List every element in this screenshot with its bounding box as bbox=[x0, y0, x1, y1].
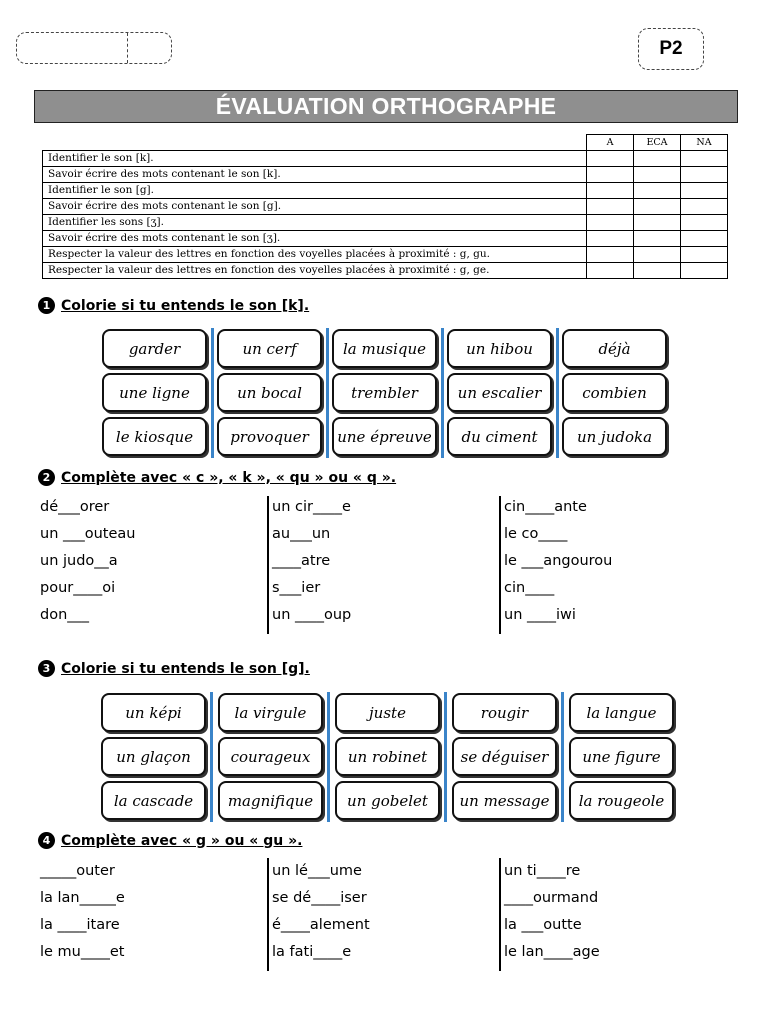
mark-cell[interactable] bbox=[681, 167, 728, 183]
mark-cell[interactable] bbox=[587, 183, 634, 199]
mark-cell[interactable] bbox=[634, 215, 681, 231]
fill-item[interactable]: un ____iwi bbox=[504, 607, 576, 623]
criterion-text: Identifier le son [k]. bbox=[43, 151, 587, 167]
criterion-text: Savoir écrire des mots contenant le son [k]. bbox=[43, 167, 587, 183]
mark-cell[interactable] bbox=[634, 263, 681, 279]
word-card[interactable]: un hibou bbox=[447, 329, 552, 368]
ex4-number-badge: 4 bbox=[38, 832, 55, 849]
criterion-text: Savoir écrire des mots contenant le son [g]. bbox=[43, 199, 587, 215]
mark-cell[interactable] bbox=[587, 167, 634, 183]
mark-cell[interactable] bbox=[587, 231, 634, 247]
column-divider bbox=[499, 858, 501, 971]
criteria-row bbox=[43, 215, 728, 231]
mark-cell[interactable] bbox=[681, 183, 728, 199]
fill-item[interactable]: _____outer bbox=[40, 863, 115, 879]
ex1-number-badge: 1 bbox=[38, 297, 55, 314]
word-card[interactable]: trembler bbox=[332, 373, 437, 412]
name-box-divider bbox=[127, 33, 128, 63]
fill-item[interactable]: un judo__a bbox=[40, 553, 118, 569]
criteria-header-row bbox=[43, 135, 728, 151]
fill-item[interactable]: un ____oup bbox=[272, 607, 352, 623]
fill-item[interactable]: au___un bbox=[272, 526, 331, 542]
fill-item[interactable]: se dé____iser bbox=[272, 890, 367, 906]
fill-item[interactable]: la fati____e bbox=[272, 944, 352, 960]
mark-cell[interactable] bbox=[634, 167, 681, 183]
mark-cell[interactable] bbox=[634, 199, 681, 215]
column-divider bbox=[267, 496, 269, 634]
mark-cell[interactable] bbox=[634, 247, 681, 263]
ex1-instruction: Colorie si tu entends le son [k]. bbox=[61, 297, 310, 314]
ex2-heading bbox=[38, 469, 396, 486]
mark-cell[interactable] bbox=[634, 231, 681, 247]
word-card[interactable]: un robinet bbox=[335, 737, 440, 776]
word-card[interactable]: un képi bbox=[101, 693, 206, 732]
mark-cell[interactable] bbox=[587, 247, 634, 263]
fill-item[interactable]: s___ier bbox=[272, 580, 321, 596]
fill-item[interactable]: un ti____re bbox=[504, 863, 581, 879]
word-card[interactable]: rougir bbox=[452, 693, 557, 732]
criteria-row bbox=[43, 183, 728, 199]
ex2-column bbox=[504, 494, 612, 629]
name-date-box[interactable] bbox=[16, 32, 172, 64]
ex1-heading bbox=[38, 297, 309, 314]
criterion-text: Respecter la valeur des lettres en fonction des voyelles placées à proximité : g, ge. bbox=[43, 263, 587, 279]
mark-cell[interactable] bbox=[587, 151, 634, 167]
column-divider bbox=[267, 858, 269, 971]
ex4-heading bbox=[38, 832, 302, 849]
criteria-row bbox=[43, 263, 728, 279]
col-eca: ECA bbox=[634, 135, 681, 151]
word-card[interactable]: la rougeole bbox=[569, 781, 674, 820]
ex3-heading bbox=[38, 660, 310, 677]
criterion-text: Respecter la valeur des lettres en fonction des voyelles placées à proximité : g, gu. bbox=[43, 247, 587, 263]
word-card[interactable]: la virgule bbox=[218, 693, 323, 732]
page-title: ÉVALUATION ORTHOGRAPHE bbox=[34, 90, 738, 123]
mark-cell[interactable] bbox=[681, 151, 728, 167]
ex1-word-grid bbox=[102, 329, 667, 456]
ex2-column bbox=[40, 494, 135, 629]
col-na: NA bbox=[681, 135, 728, 151]
word-card[interactable]: la cascade bbox=[101, 781, 206, 820]
mark-cell[interactable] bbox=[681, 247, 728, 263]
word-card[interactable]: déjà bbox=[562, 329, 667, 368]
word-card[interactable]: le kiosque bbox=[102, 417, 207, 456]
word-card[interactable]: la musique bbox=[332, 329, 437, 368]
word-card[interactable]: une ligne bbox=[102, 373, 207, 412]
ex3-word-grid bbox=[101, 693, 674, 820]
word-card[interactable]: magnifique bbox=[218, 781, 323, 820]
ex4-column bbox=[272, 858, 370, 966]
word-card[interactable]: une épreuve bbox=[332, 417, 437, 456]
mark-cell[interactable] bbox=[634, 151, 681, 167]
ex3-instruction: Colorie si tu entends le son [g]. bbox=[61, 660, 310, 677]
fill-item[interactable]: pour____oi bbox=[40, 580, 116, 596]
fill-item[interactable]: le mu____et bbox=[40, 944, 125, 960]
criterion-text: Identifier le son [g]. bbox=[43, 183, 587, 199]
criteria-row bbox=[43, 151, 728, 167]
fill-item[interactable]: la ____itare bbox=[40, 917, 120, 933]
criteria-row bbox=[43, 167, 728, 183]
mark-cell[interactable] bbox=[587, 263, 634, 279]
ex2-instruction: Complète avec « c », « k », « qu » ou « q ». bbox=[61, 469, 397, 486]
word-card[interactable]: provoquer bbox=[217, 417, 322, 456]
word-card[interactable]: un judoka bbox=[562, 417, 667, 456]
fill-item[interactable]: don___ bbox=[40, 607, 90, 623]
fill-item[interactable]: dé___orer bbox=[40, 499, 110, 515]
word-card[interactable]: un message bbox=[452, 781, 557, 820]
period-label: P2 bbox=[638, 28, 704, 70]
fill-item[interactable]: un cir____e bbox=[272, 499, 351, 515]
word-card[interactable]: courageux bbox=[218, 737, 323, 776]
column-divider bbox=[499, 496, 501, 634]
criteria-table bbox=[42, 134, 728, 279]
ex3-number-badge: 3 bbox=[38, 660, 55, 677]
word-card[interactable]: la langue bbox=[569, 693, 674, 732]
fill-item[interactable]: la lan_____e bbox=[40, 890, 125, 906]
mark-cell[interactable] bbox=[681, 263, 728, 279]
word-card[interactable]: un escalier bbox=[447, 373, 552, 412]
fill-item[interactable]: un ___outeau bbox=[40, 526, 136, 542]
word-card[interactable]: un glaçon bbox=[101, 737, 206, 776]
fill-item[interactable]: ____atre bbox=[272, 553, 331, 569]
fill-item[interactable]: le ___angourou bbox=[504, 553, 613, 569]
mark-cell[interactable] bbox=[587, 215, 634, 231]
fill-item[interactable]: cin____ante bbox=[504, 499, 587, 515]
word-card[interactable]: juste bbox=[335, 693, 440, 732]
criterion-text: Savoir écrire des mots contenant le son [ʒ]. bbox=[43, 231, 587, 247]
fill-item[interactable]: un lé___ume bbox=[272, 863, 362, 879]
ex2-column bbox=[272, 494, 351, 629]
ex4-instruction: Complète avec « g » ou « gu ». bbox=[61, 832, 303, 849]
criteria-row bbox=[43, 247, 728, 263]
mark-cell[interactable] bbox=[681, 231, 728, 247]
word-card[interactable]: un cerf bbox=[217, 329, 322, 368]
ex4-column bbox=[40, 858, 125, 966]
ex4-column bbox=[504, 858, 600, 966]
word-card[interactable]: se déguiser bbox=[452, 737, 557, 776]
word-card[interactable]: un bocal bbox=[217, 373, 322, 412]
word-card[interactable]: une figure bbox=[569, 737, 674, 776]
mark-cell[interactable] bbox=[634, 183, 681, 199]
criteria-row bbox=[43, 231, 728, 247]
mark-cell[interactable] bbox=[681, 199, 728, 215]
word-card[interactable]: du ciment bbox=[447, 417, 552, 456]
fill-item[interactable]: la ___outte bbox=[504, 917, 582, 933]
mark-cell[interactable] bbox=[681, 215, 728, 231]
criteria-row bbox=[43, 199, 728, 215]
word-card[interactable]: combien bbox=[562, 373, 667, 412]
word-card[interactable]: garder bbox=[102, 329, 207, 368]
fill-item[interactable]: le co____ bbox=[504, 526, 568, 542]
fill-item[interactable]: cin____ bbox=[504, 580, 555, 596]
ex2-number-badge: 2 bbox=[38, 469, 55, 486]
mark-cell[interactable] bbox=[587, 199, 634, 215]
fill-item[interactable]: é____alement bbox=[272, 917, 370, 933]
col-a: A bbox=[587, 135, 634, 151]
fill-item[interactable]: le lan____age bbox=[504, 944, 600, 960]
word-card[interactable]: un gobelet bbox=[335, 781, 440, 820]
fill-item[interactable]: ____ourmand bbox=[504, 890, 599, 906]
criterion-text: Identifier les sons [ʒ]. bbox=[43, 215, 587, 231]
